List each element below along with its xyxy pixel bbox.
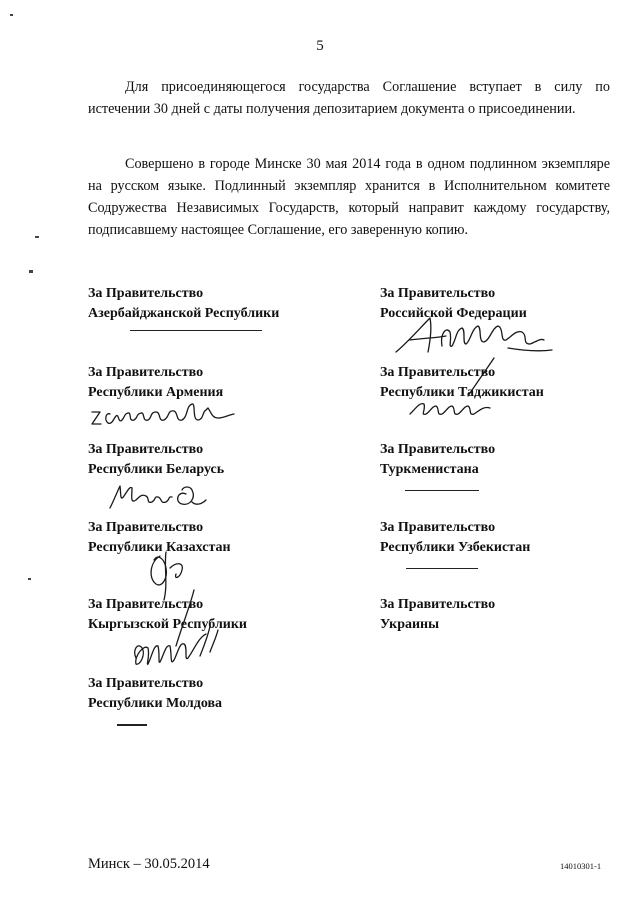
signatory-country: Украины bbox=[380, 617, 440, 632]
signatory-line1: За Правительство bbox=[380, 442, 496, 457]
margin-mark bbox=[35, 236, 39, 238]
signature-armenia bbox=[88, 398, 238, 432]
footer-place-date: Минск – 30.05.2014 bbox=[88, 856, 210, 872]
signatory-uzbekistan bbox=[380, 518, 530, 558]
signatory-line1: За Правительство bbox=[88, 365, 204, 380]
signature-belarus bbox=[106, 476, 216, 516]
signatory-line1: За Правительство bbox=[380, 597, 496, 612]
signature-line-uzbekistan bbox=[406, 568, 478, 569]
signatory-country: Туркменистана bbox=[380, 462, 479, 477]
signatory-country: Кыргызской Республики bbox=[88, 617, 247, 632]
signatory-line1: За Правительство bbox=[88, 520, 204, 535]
margin-mark bbox=[29, 270, 33, 273]
signatory-country: Республики Казахстан bbox=[88, 540, 231, 555]
signatory-turkmenistan bbox=[380, 440, 495, 480]
signatory-country: Республики Беларусь bbox=[88, 462, 225, 477]
signatory-line1: За Правительство bbox=[380, 365, 496, 380]
signatory-azerbaijan bbox=[88, 284, 279, 324]
signatory-moldova bbox=[88, 674, 222, 714]
signatory-line1: За Правительство bbox=[380, 286, 496, 301]
signatory-armenia bbox=[88, 363, 223, 403]
margin-mark bbox=[10, 14, 13, 16]
signature-kyrgyzstan bbox=[118, 586, 228, 678]
signatory-country: Республики Узбекистан bbox=[380, 540, 531, 555]
signatory-line1: За Правительство bbox=[88, 286, 204, 301]
signature-line-moldova bbox=[117, 724, 147, 726]
signatory-country: Республики Армения bbox=[88, 385, 224, 400]
footer-doc-code: 14010301-1 bbox=[560, 861, 602, 871]
signatory-ukraine bbox=[380, 595, 495, 635]
signature-tajikistan bbox=[400, 354, 510, 428]
signatory-country: Азербайджанской Республики bbox=[88, 306, 280, 321]
page-number: 5 bbox=[316, 38, 324, 54]
signatory-line1: За Правительство bbox=[88, 676, 204, 691]
signatory-line1: За Правительство bbox=[380, 520, 496, 535]
signatory-country: Республики Таджикистан bbox=[380, 385, 544, 400]
signatory-line1: За Правительство bbox=[88, 442, 204, 457]
signatory-country: Российской Федерации bbox=[380, 306, 527, 321]
signatory-belarus bbox=[88, 440, 224, 480]
signature-line-turkmenistan bbox=[405, 490, 479, 491]
paragraph-entry-into-force: Для присоединяющегося государства Соглашение вступает в силу по истечении 30 дней с даты получения депозитарием документа о присоединении. bbox=[88, 79, 610, 117]
signature-line-azerbaijan bbox=[130, 330, 262, 331]
signatory-line1: За Правительство bbox=[88, 597, 204, 612]
signatory-country: Республики Молдова bbox=[88, 696, 223, 711]
margin-mark bbox=[28, 578, 31, 580]
paragraph-done-in-minsk: Совершено в городе Минске 30 мая 2014 года в одном подлинном экземпляре на русском языке. Подлинный экземпляр хранится в Исполнительном комитете Содружества Независимых Государств, который направит каждому государству, подписавшему настоящее Соглашение, его заверенную копию. bbox=[88, 156, 610, 238]
